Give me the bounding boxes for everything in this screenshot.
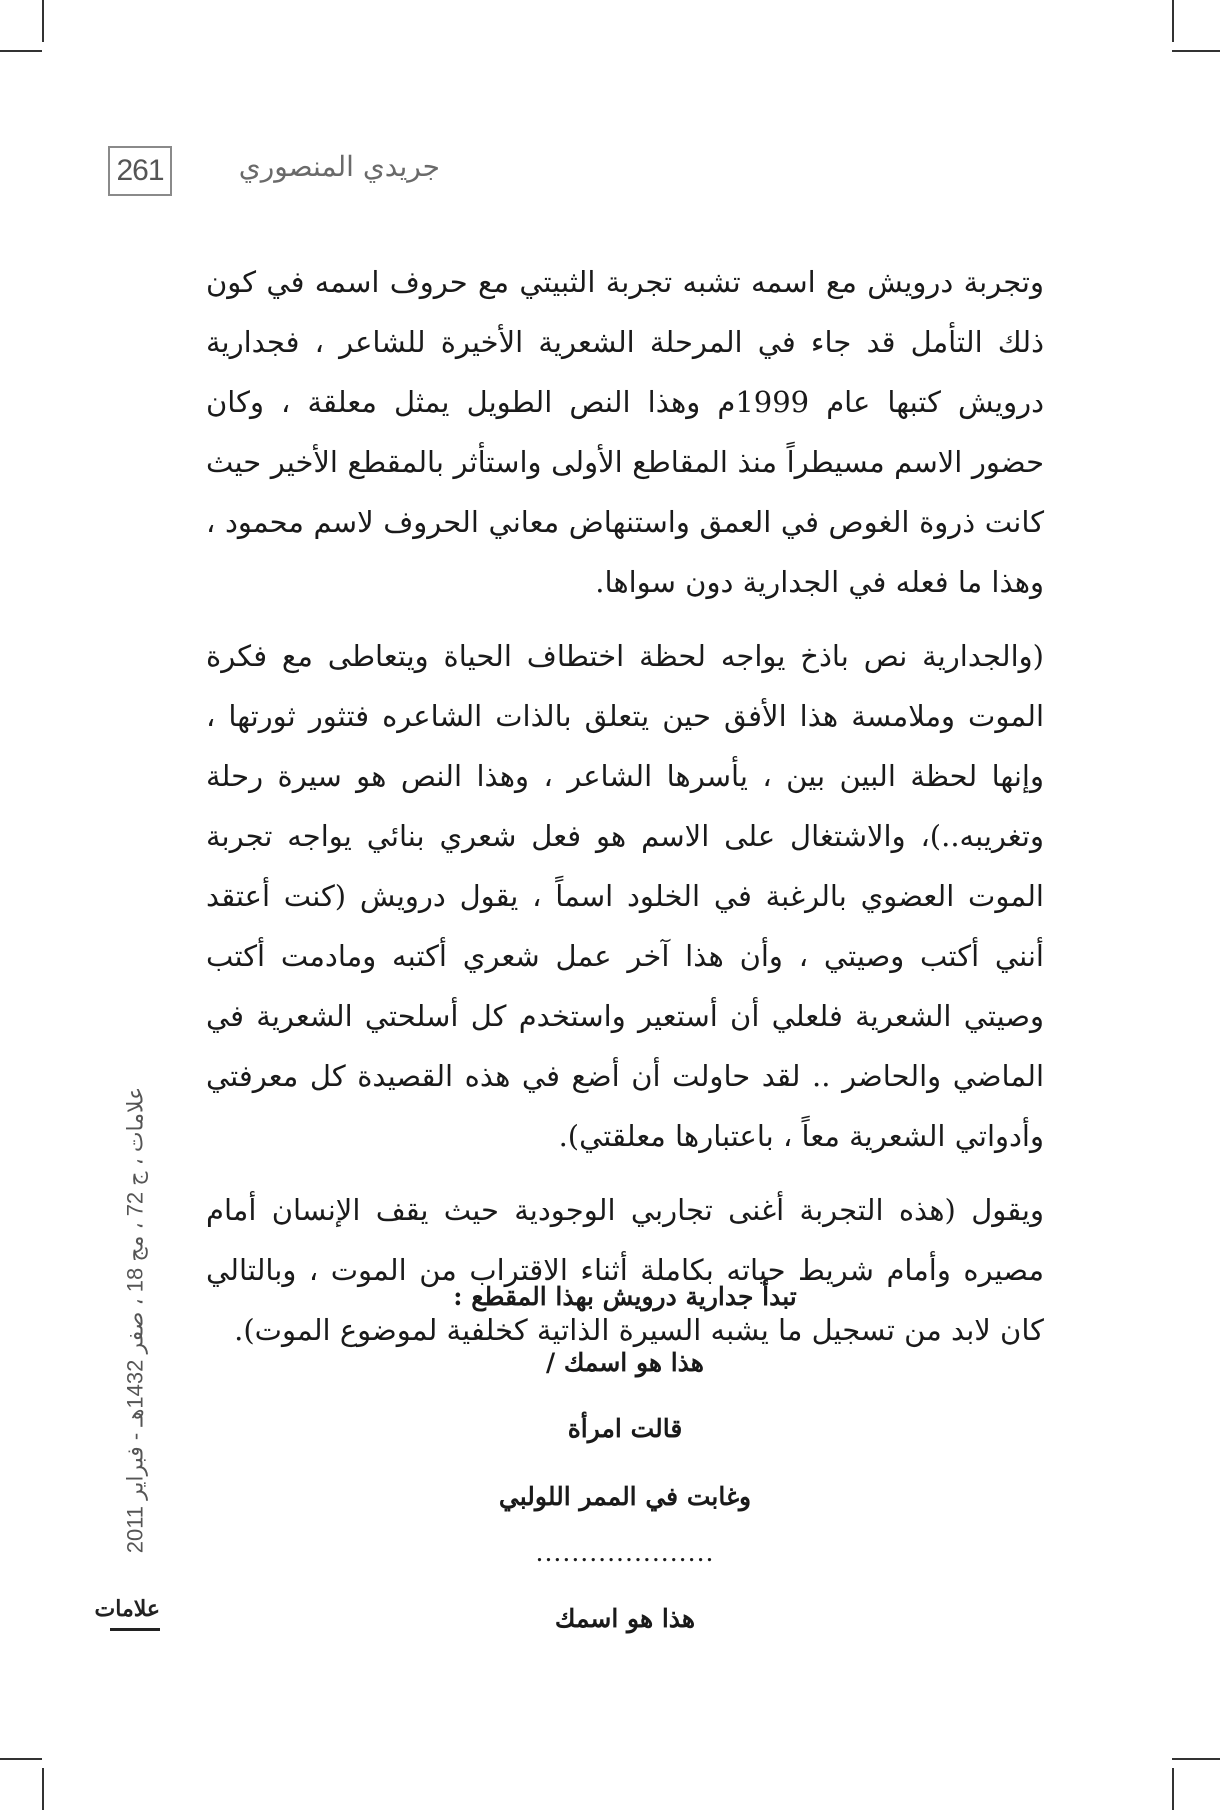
poem-line-2: قالت امرأة	[567, 1414, 683, 1443]
crop-mark-bottom-left-h	[0, 1758, 42, 1760]
poem-excerpt	[206, 1282, 1044, 1652]
article-body	[206, 252, 1044, 1360]
paragraph-2: (والجدارية نص باذخ يواجه لحظة اختطاف الحياة ويتعاطى مع فكرة الموت وملامسة هذا الأفق حين يتعلق بالذات الشاعره فتثور ثورتها ، وإنها لحظة البين بين ، يأسرها الشاعر ، وهذا النص هو سيرة رحلة وتغريبه..)، والاشتغال على الاسم هو فعل شعري بنائي يواجه تجربة الموت العضوي بالرغبة في الخلود اسماً ، يقول درويش (كنت أعتقد أنني أكتب وصيتي ، وأن هذا آخر عمل شعري أكتبه ومادمت أكتب وصيتي الشعرية فلعلي أن أستعير واستخدم كل أسلحتي الشعرية في الماضي والحاضر .. لقد حاولت أن أضع في هذه القصيدة كل معرفتي وأدواتي الشعرية معاً ، باعتبارها معلقتي).	[206, 639, 1044, 1153]
journal-issue-info	[118, 1060, 152, 1580]
crop-mark-bottom-right-v	[1172, 1768, 1174, 1810]
page-number: 261	[108, 146, 172, 196]
crop-mark-top-right-v	[1172, 0, 1174, 42]
poem-intro: تبدأ جدارية درويش بهذا المقطع :	[453, 1282, 797, 1311]
running-head-author: جريدي المنصوري	[238, 150, 440, 183]
poem-last-line: هذا هو اسمك	[554, 1604, 696, 1633]
crop-mark-top-left-v	[42, 0, 44, 42]
crop-mark-bottom-left-v	[42, 1768, 44, 1810]
crop-mark-bottom-right-h	[1172, 1758, 1220, 1760]
crop-mark-top-right-h	[1172, 50, 1220, 52]
journal-logo: علامات	[110, 1594, 160, 1631]
paragraph-1: وتجربة درويش مع اسمه تشبه تجربة الثبيتي مع حروف اسمه في كون ذلك التأمل قد جاء في المرحلة الشعرية الأخيرة للشاعر ، فجدارية درويش كتبها عام 1999م وهذا النص الطويل يمثل معلقة ، وكان حضور الاسم مسيطراً منذ المقاطع الأولى واستأثر بالمقطع الأخير حيث كانت ذروة الغوص في العمق واستنهاض معاني الحروف لاسم محمود ، وهذا ما فعله في الجدارية دون سواها.	[206, 265, 1045, 599]
paragraph-3: ويقول (هذه التجربة أغنى تجاربي الوجودية حيث يقف الإنسان أمام مصيره وأمام شريط حياته بكاملة أثناء الاقتراب من الموت ، وبالتالي كان لابد من تسجيل ما يشبه السيرة الذاتية كخلفية لموضوع الموت).	[206, 1193, 1044, 1347]
poem-ellipsis: ....................	[535, 1538, 715, 1567]
poem-line-1: هذا هو اسمك /	[545, 1348, 704, 1377]
crop-mark-top-left-h	[0, 50, 42, 52]
journal-issue-text: علامات ، ج 72 ، مج 18 ، صفر 1432هـ - فبراير 2011	[122, 1086, 148, 1554]
poem-line-3: وغابت في الممر اللولبي	[498, 1482, 752, 1511]
